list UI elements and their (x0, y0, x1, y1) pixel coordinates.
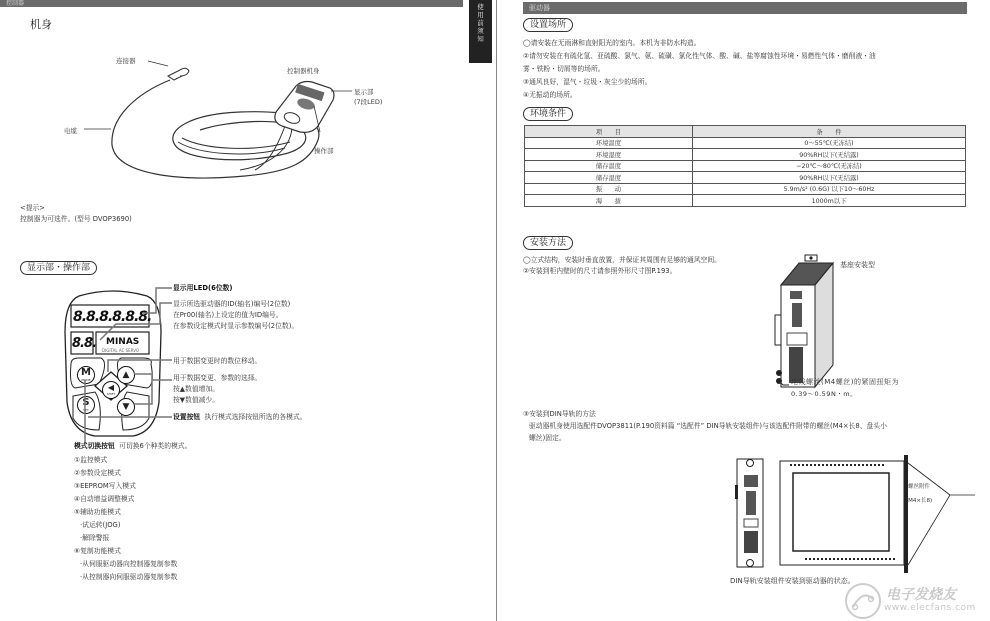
table-row (525, 160, 966, 172)
install-location-line: ③通风良好，湿气・垃圾・灰尘少的场所。 (523, 78, 652, 86)
table-cell: 振 动 (525, 183, 693, 195)
label-screw-spec: (M4×长8) (906, 498, 933, 504)
hint-text: 控制器为可选件。(型号 DVOP3690) (20, 215, 132, 223)
din-title: ③安装到DIN导轨的方法 (523, 410, 596, 418)
side-tab-char: 前 (477, 19, 484, 27)
table-cell: 海 拔 (525, 195, 693, 207)
label-ground-screw: 地线螺丝(M4螺丝)的紧固扭矩为 (791, 378, 899, 386)
din-line2: 螺丝)固定。 (529, 434, 566, 442)
heading-environment: 环境条件 (523, 107, 573, 121)
label-screw-accessory: 螺丝附件 (908, 484, 931, 490)
mode-item: ①监控模式 (74, 456, 108, 464)
annotation-updown: 用于数据变更、参数的选择。 (173, 374, 262, 382)
table-cell: 90%RH以下(无结露) (693, 172, 966, 184)
table-cell: 环境温度 (525, 137, 693, 149)
base-mount-drive-illustration (775, 255, 855, 385)
label-base-mount: 基座安装型 (840, 261, 875, 269)
set-button-label: S (82, 397, 90, 408)
install-location-line: ②请勿安装在有硫化氢、亚硫酸、氯气、氨、硫磺、氯化性气体、酸、碱、盐等腐蚀性环境・易燃性气体・磨削液・油 (523, 52, 876, 60)
annotation-id-line3: 在参数设定模式时显示参数编号(2位数)。 (173, 322, 299, 330)
din-rail-illustration (735, 455, 935, 575)
heading-install-location: 设置场所 (523, 18, 573, 32)
table-cell: 1000m以下 (693, 195, 966, 207)
shift-button-sub: SHIFT (106, 392, 116, 396)
label-cable: 电缆 (64, 127, 77, 135)
install-location-line: ◯请安装在无雨淋和直射阳光的室内。本机为非防水构造。 (523, 39, 701, 47)
table-header-row (525, 126, 966, 138)
table-cell: 环境湿度 (525, 149, 693, 161)
led-display-6digit: 8.8.8.8.8.8. (73, 309, 152, 325)
section-bar-title: 控制器 (6, 0, 25, 7)
environment-table (524, 125, 966, 207)
table-cell: −20℃～80℃(无冻结) (693, 160, 966, 172)
mode-button-sub: MODE (81, 378, 91, 382)
set-button-sub: SET (83, 408, 89, 412)
din-caption: DIN导轨安装组件安装到驱动器的状态。 (730, 577, 855, 585)
annotation-down: 按▼数值减少。 (173, 396, 220, 404)
install-method-line: ②安装到柜内壁时的尺寸请参照外形尺寸图P.193。 (523, 267, 677, 275)
page-title: 机身 (30, 18, 52, 31)
cable-drawing (0, 0, 470, 200)
arrow-up-icon: ▲ (122, 370, 130, 380)
table-row (525, 172, 966, 184)
mode-item: ③EEPROM写入模式 (74, 482, 136, 490)
annotation-set-title: 设置按钮 (173, 413, 201, 421)
mode-item: ⑥复制功能模式 (74, 547, 121, 555)
side-tab-char: 用 (477, 11, 484, 19)
label-connector: 连接器 (116, 57, 136, 65)
annotation-up: 按▲数值增加。 (173, 385, 220, 393)
mode-subitem: ·解除警报 (80, 534, 110, 542)
table-cell: 储存湿度 (525, 172, 693, 184)
arrow-down-icon: ▼ (122, 402, 130, 412)
annotation-id-line2: 在Pr00(轴名)上设定的值为ID编号。 (173, 311, 283, 319)
mode-item: ④自动增益调整模式 (74, 495, 135, 503)
heading-display-operation: 显示部・操作部 (20, 261, 97, 275)
annotation-mode (74, 440, 191, 453)
heading-install-method: 安装方法 (523, 236, 573, 250)
label-controller-body: 控制器机身 (287, 67, 320, 75)
mode-item: ②参数设定模式 (74, 469, 121, 477)
led-display-id: 8.8. (72, 336, 96, 351)
annotation-set-desc: 执行模式选择按钮所选的各模式。 (204, 413, 307, 421)
watermark-url: www.elecfans.com (884, 603, 976, 613)
mode-subitem: ·从控制器向伺服驱动器复制参数 (80, 573, 178, 581)
column-header-item: 项 目 (525, 126, 693, 138)
mode-subitem: ·从伺服驱动器向控制器复制参数 (80, 560, 178, 568)
section-bar-title: 驱动器 (529, 4, 550, 12)
install-method-line: ◯立式结构，安装时垂直放置，并保证其周围有足够的通风空间。 (523, 256, 721, 264)
table-row (525, 149, 966, 161)
label-display-sub: (7段LED) (354, 98, 383, 106)
din-line1: 驱动器机身使用选配件DVOP3811(P.190资料篇 “选配件” DIN导轨安装组件)与该选配件附带的螺丝(M4×长8、盘头小 (529, 422, 887, 430)
side-tab-char: 使 (477, 3, 484, 11)
table-cell: 储存温度 (525, 160, 693, 172)
mode-item: ⑤辅助功能模式 (74, 508, 121, 516)
install-location-line: 雾・铁粉・切屑等的场所。 (523, 65, 605, 73)
label-display: 显示部 (354, 88, 374, 96)
annotation-mode-title: 模式切换按钮 (74, 442, 115, 450)
annotation-id-line1: 显示所选驱动器的ID(轴名)编号(2位数) (173, 300, 291, 308)
table-row (525, 195, 966, 207)
arrow-left-icon: ◀ (107, 383, 115, 392)
annotation-shift: 用于数据变更时的数位移动。 (173, 357, 262, 365)
label-operation: 操作部 (314, 147, 334, 155)
side-tab-char: 须 (477, 27, 484, 35)
watermark-logo-icon (843, 581, 883, 621)
mode-button-label: M (81, 367, 91, 378)
side-tab-before-use (469, 0, 492, 63)
table-row (525, 183, 966, 195)
annotation-led-title: 显示用LED(6位数) (173, 284, 233, 292)
watermark-text: 电子发烧友 (886, 587, 956, 603)
annotation-mode-desc: 可切换6个种类的模式。 (119, 442, 192, 450)
side-tab-char: 知 (477, 35, 484, 43)
mode-subitem: ·试运转(JOG) (80, 521, 121, 529)
column-header-condition: 条 件 (693, 126, 966, 138)
table-cell: 0～55℃(无冻结) (693, 137, 966, 149)
table-row (525, 137, 966, 149)
install-location-line: ④无振动的场所。 (523, 91, 577, 99)
page-divider (496, 0, 497, 621)
label-torque-value: 0.39～0.59N・m。 (791, 390, 858, 398)
hint-title: <提示> (20, 204, 45, 212)
brand-logo: MINAS (106, 337, 140, 347)
table-cell: 5.9m/s² (0.6G) 以下10～60Hz (693, 183, 966, 195)
brand-sub: DIGITAL AC SERVO (102, 348, 140, 353)
section-bar-driver (523, 2, 967, 14)
table-cell: 90%RH以下(无结露) (693, 149, 966, 161)
panel-leader-lines (60, 280, 180, 440)
annotation-set (173, 411, 306, 424)
